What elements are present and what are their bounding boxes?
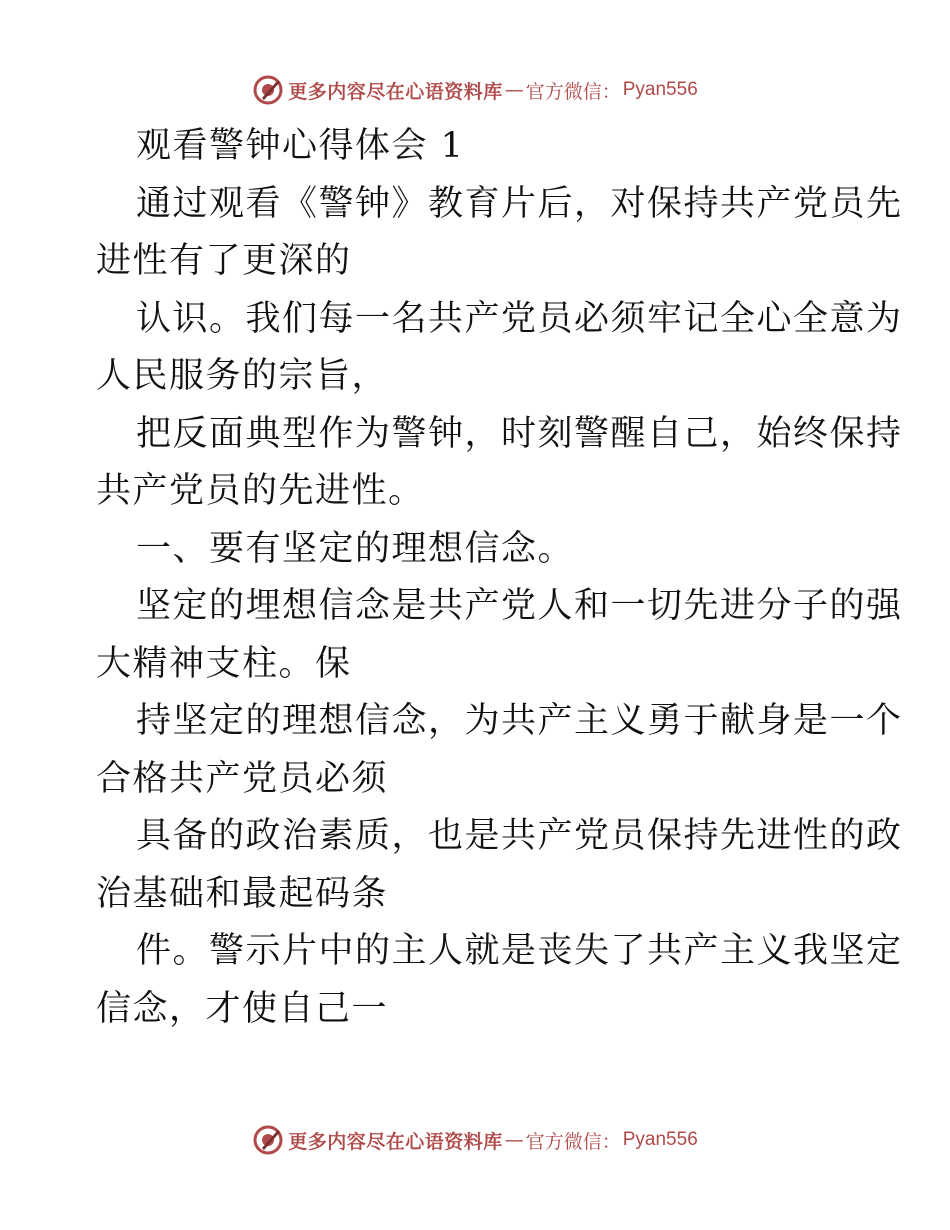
paragraph-line: 合格共产党员必须: [96, 758, 389, 799]
footer-watermark: [0, 1122, 950, 1158]
logo-icon: [252, 1124, 284, 1156]
paragraph-line: 件。警示片中的主人就是丧失了共产主义我坚定: [136, 931, 903, 971]
paragraph-line: 持坚定的理想信念，为共产主义勇于献身是一个: [136, 701, 903, 741]
paragraph-line: 大精神支柱。保: [96, 643, 352, 684]
watermark-wechat-label: 官方微信：: [525, 80, 621, 103]
section-heading: 一、要有坚定的理想信念。: [136, 528, 575, 569]
paragraph-line: 人民服务的宗旨，: [96, 356, 389, 396]
logo-icon: [252, 74, 284, 106]
header-watermark: [0, 72, 950, 108]
document-title: 观看警钟心得体会 1: [136, 126, 465, 166]
paragraph-line: 具备的政治素质，也是共产党员保持先进性的政: [136, 816, 903, 856]
watermark-text: 更多内容尽在心语资料库: [288, 80, 503, 103]
paragraph-line: 认识。我们每一名共产党员必须牢记全心全意为: [136, 298, 903, 339]
paragraph-line: 进性有了更深的: [96, 241, 352, 281]
watermark-wechat-id: Pyan556: [622, 1129, 698, 1150]
document-body: [96, 118, 903, 1038]
paragraph-line: 通过观看《警钟》教育片后，对保持共产党员先: [136, 183, 903, 224]
watermark-text: 更多内容尽在心语资料库: [288, 1130, 503, 1153]
paragraph-line: 坚定的埋想信念是共产党人和一切先进分子的强: [136, 586, 903, 626]
paragraph-line: 把反面典型作为警钟，时刻警醒自己，始终保持: [136, 413, 903, 454]
paragraph-line: 共产党员的先进性。: [96, 471, 425, 511]
paragraph-line: 信念，才使自己一: [96, 988, 389, 1029]
watermark-wechat-label: 官方微信：: [525, 1130, 621, 1153]
watermark-separator: —: [504, 1129, 524, 1151]
watermark-separator: —: [504, 79, 524, 101]
watermark-wechat-id: Pyan556: [622, 79, 698, 100]
paragraph-line: 治基础和最起码条: [96, 873, 389, 914]
